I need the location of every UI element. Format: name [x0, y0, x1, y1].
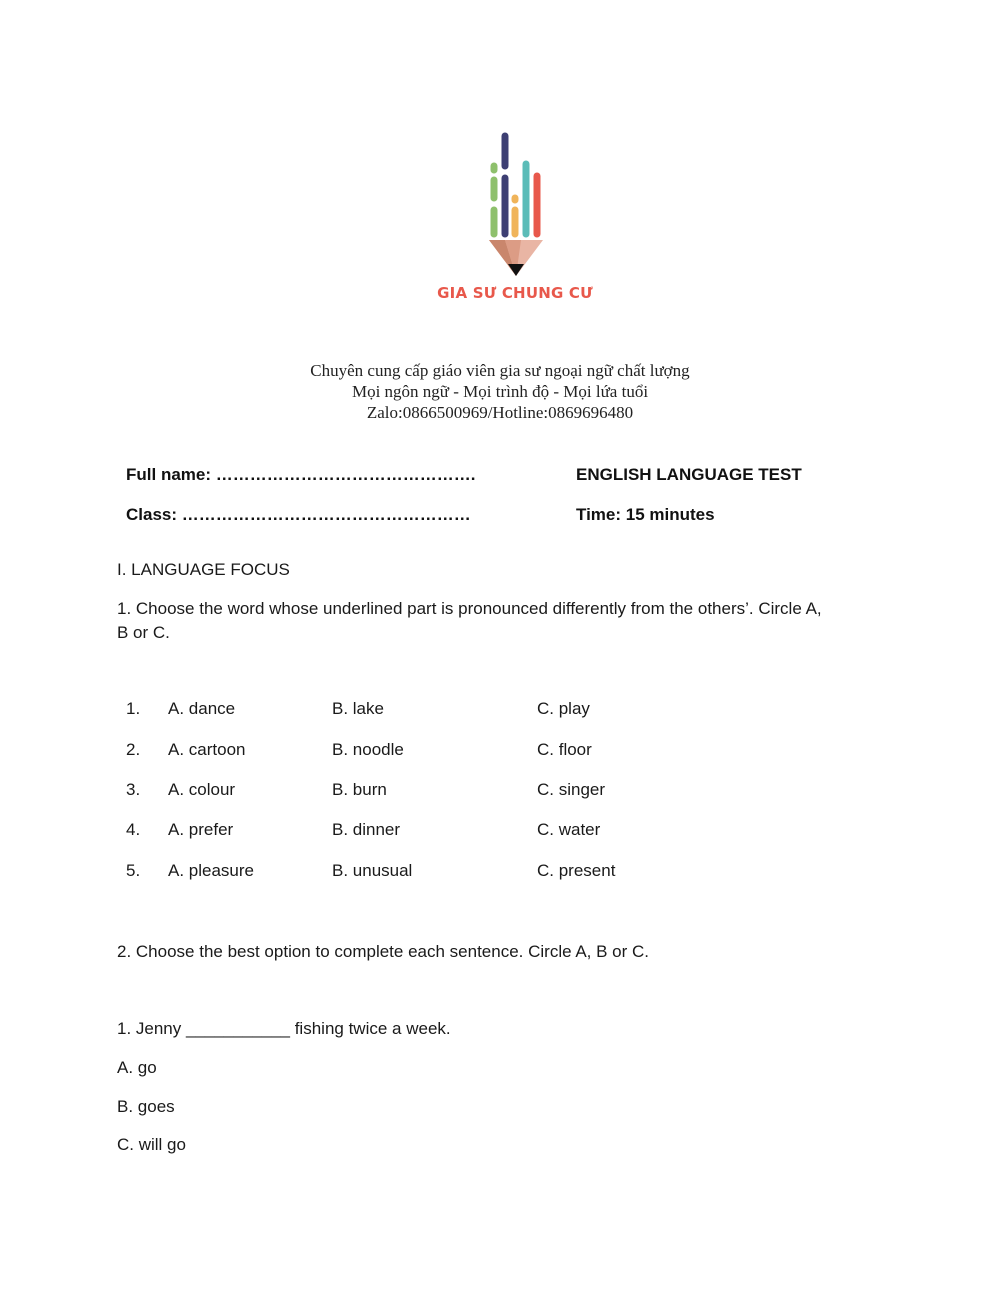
full-name-field: Full name: ……………………………………….	[126, 465, 476, 484]
test-title: ENGLISH LANGUAGE TEST	[576, 465, 802, 484]
test-time: Time: 15 minutes	[576, 505, 715, 524]
item-number: 1.	[126, 699, 141, 718]
item-number: 3.	[126, 780, 141, 799]
option-c: C. play	[537, 699, 590, 718]
option-a: A. dance	[168, 699, 236, 718]
option-c: C. singer	[537, 780, 606, 799]
question-stem: 1. Jenny ___________ fishing twice a week.	[117, 1019, 451, 1038]
answer-option-a: A. go	[117, 1058, 157, 1077]
contact-line: Zalo:0866500969/Hotline:0869696480	[366, 403, 634, 422]
answer-option-c: C. will go	[117, 1135, 186, 1154]
option-c: C. present	[537, 861, 616, 880]
option-a: A. colour	[168, 780, 236, 799]
class-field: Class: ……………………………………………	[126, 505, 471, 524]
option-b: B. noodle	[332, 740, 404, 759]
item-number: 5.	[126, 861, 141, 880]
option-a: A. prefer	[168, 820, 234, 839]
brand-name: GIA SƯ CHUNG CƯ	[437, 284, 593, 302]
exercise-2-instruction: 2. Choose the best option to complete each sentence. Circle A, B or C.	[117, 942, 650, 961]
option-c: C. water	[537, 820, 601, 839]
section-title: I. LANGUAGE FOCUS	[117, 560, 290, 579]
option-b: B. unusual	[332, 861, 413, 880]
tagline-1: Chuyên cung cấp giáo viên gia sư ngoại ngữ chất lượng	[310, 361, 690, 380]
option-a: A. cartoon	[168, 740, 246, 759]
item-number: 4.	[126, 820, 141, 839]
pencil-logo-icon	[485, 128, 547, 278]
tagline-2: Mọi ngôn ngữ - Mọi trình độ - Mọi lứa tuổi	[351, 382, 649, 401]
answer-option-b: B. goes	[117, 1097, 175, 1116]
option-b: B. burn	[332, 780, 387, 799]
exercise-1-instruction-cont: B or C.	[117, 623, 170, 642]
option-b: B. dinner	[332, 820, 401, 839]
option-c: C. floor	[537, 740, 592, 759]
item-number: 2.	[126, 740, 141, 759]
exercise-1-instruction: 1. Choose the word whose underlined part is pronounced differently from the others’. Circle A,	[117, 599, 822, 618]
option-b: B. lake	[332, 699, 384, 718]
option-a: A. pleasure	[168, 861, 254, 880]
